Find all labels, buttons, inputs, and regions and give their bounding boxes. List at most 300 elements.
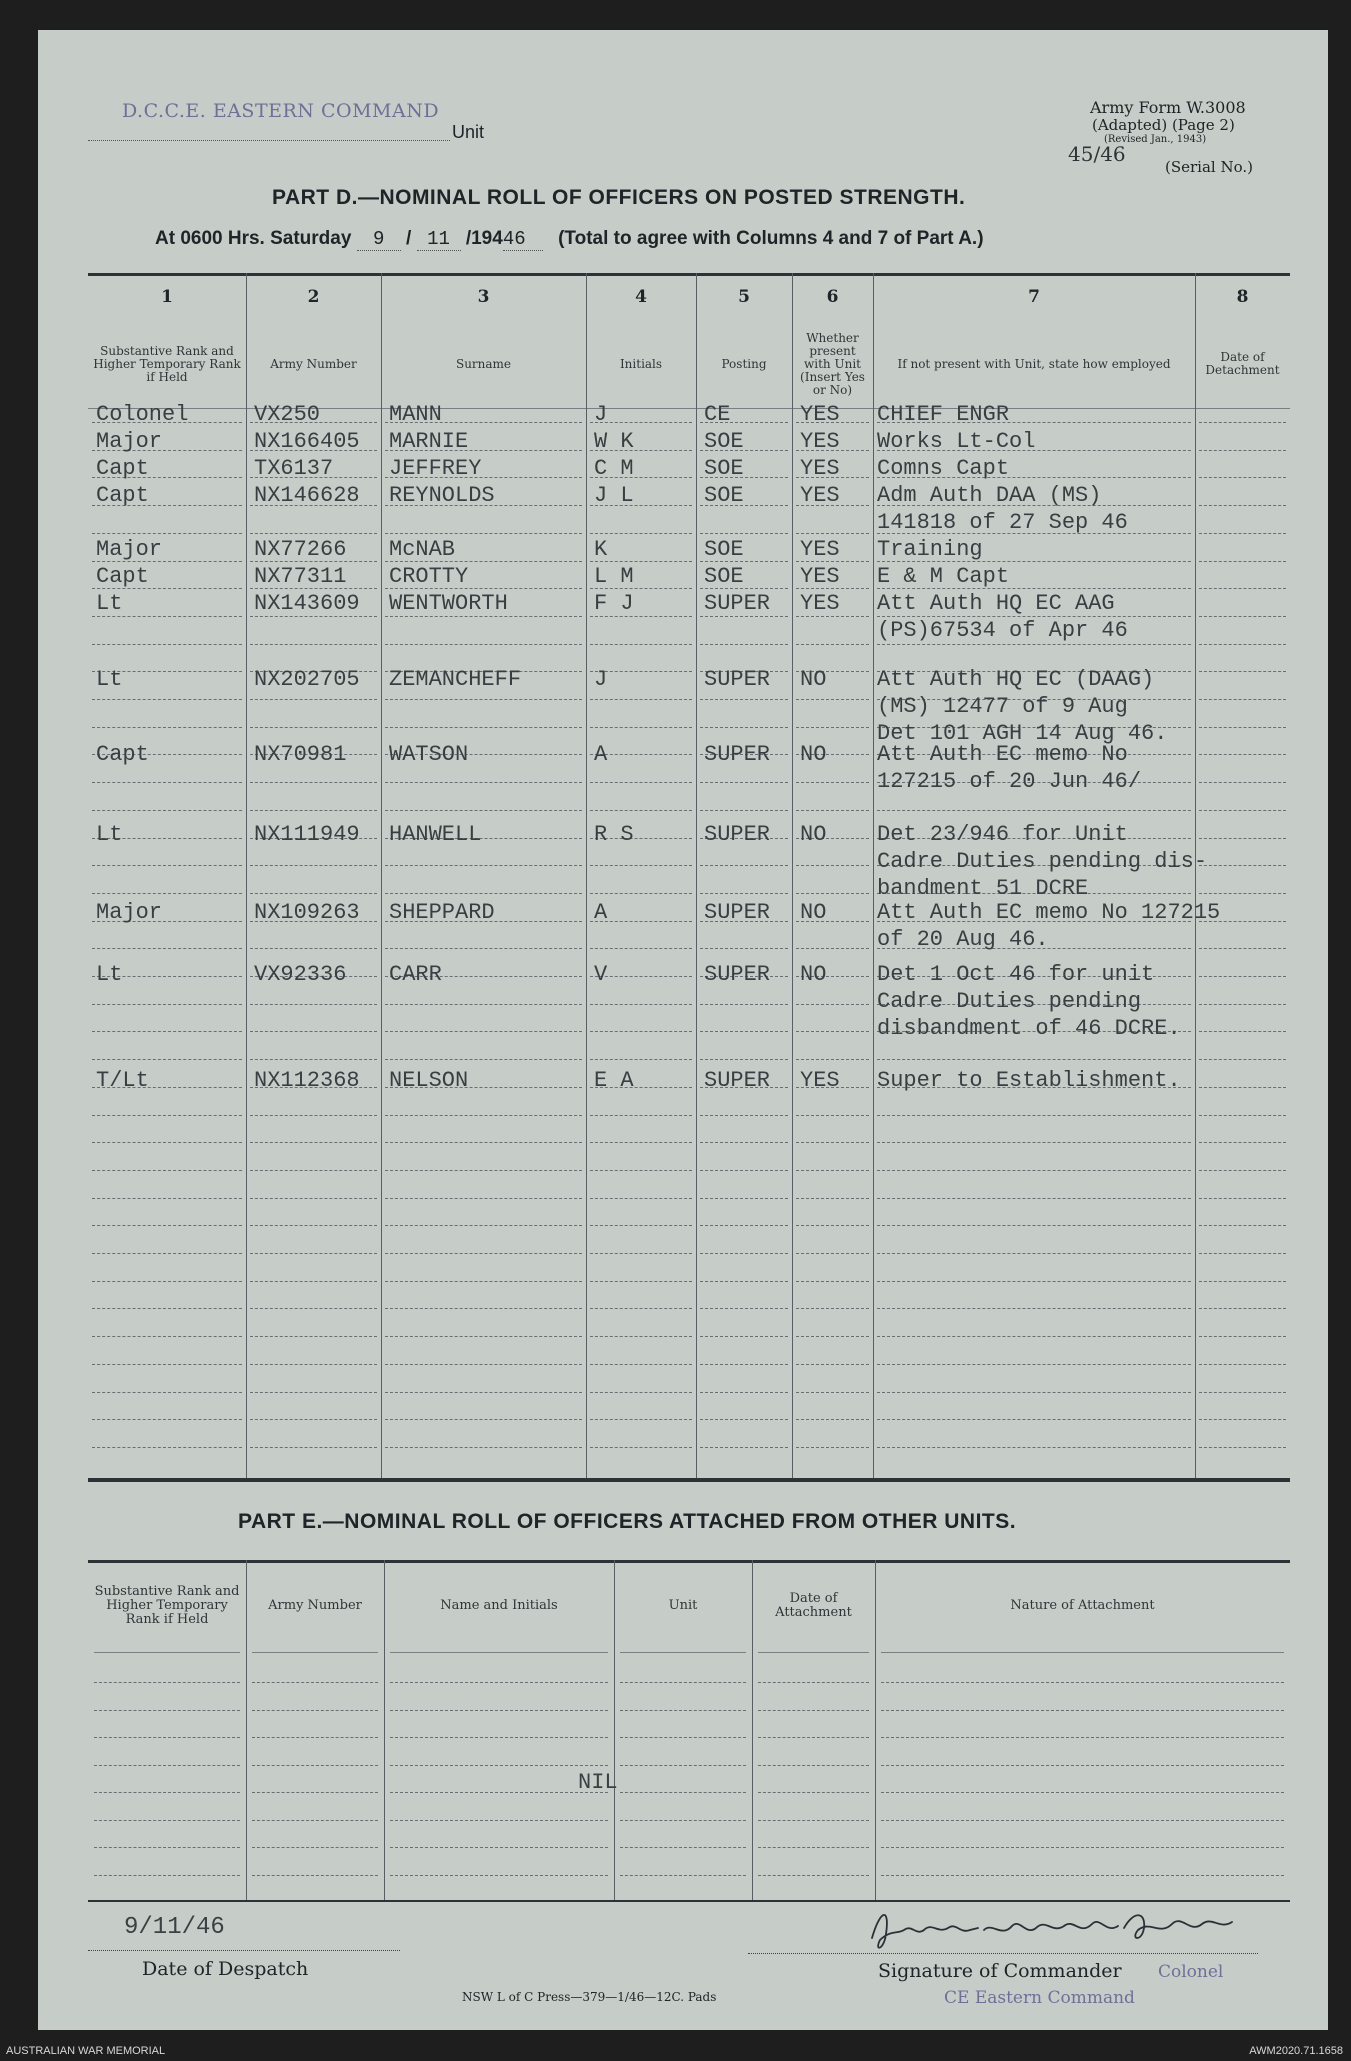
part-e-ruled-line [94, 1737, 240, 1738]
present-cell: YES [800, 429, 840, 454]
army-number-cell: NX146628 [254, 483, 360, 508]
employment-cell: Cadre Duties pending [877, 989, 1142, 1014]
part-d-ruled-line [250, 1281, 377, 1282]
part-d-ruled-line [1199, 1004, 1286, 1005]
surname-cell: JEFFREY [389, 456, 482, 481]
signature-line [748, 1953, 1258, 1954]
present-cell: YES [800, 1068, 840, 1093]
part-e-column-header: Army Number [268, 1598, 362, 1613]
part-d-ruled-line [250, 1419, 377, 1420]
part-e-ruled-line [94, 1710, 240, 1711]
part-d-ruled-line [1199, 1031, 1286, 1032]
part-d-ruled-line [877, 1115, 1191, 1116]
part-d-ruled-line [877, 1225, 1191, 1226]
part-d-ruled-line [796, 1059, 869, 1060]
part-d-ruled-line [590, 948, 692, 949]
part-d-ruled-line [1199, 644, 1286, 645]
employment-cell: (MS) 12477 of 9 Aug [877, 694, 1128, 719]
part-d-ruled-line [385, 865, 582, 866]
employment-cell: Att Auth EC memo No 127215 [877, 900, 1221, 925]
part-d-ruled-line [92, 893, 242, 894]
part-d-ruled-line [1199, 1364, 1286, 1365]
part-d-ruled-line [700, 1447, 788, 1448]
part-e-ruled-line [758, 1682, 869, 1683]
part-d-ruled-line [590, 1392, 692, 1393]
army-number-cell: VX92336 [254, 962, 347, 987]
part-d-ruled-line [385, 1225, 582, 1226]
part-d-ruled-line [796, 810, 869, 811]
posting-cell: SUPER [704, 667, 771, 692]
part-d-ruled-line [590, 782, 692, 783]
year-suffix: 46 [503, 228, 543, 251]
part-d-ruled-line [1199, 1087, 1286, 1088]
part-d-ruled-line [250, 1142, 377, 1143]
part-d-ruled-line [590, 727, 692, 728]
signature-label: Signature of Commander [878, 1960, 1122, 1982]
part-d-ruled-line [1199, 588, 1286, 589]
part-d-ruled-line [92, 1170, 242, 1171]
part-d-ruled-line [700, 1281, 788, 1282]
part-d-column-divider [792, 273, 793, 1478]
part-e-header-underline [758, 1652, 869, 1653]
part-d-ruled-line [250, 1225, 377, 1226]
part-d-ruled-line [1199, 671, 1286, 672]
part-d-ruled-line [92, 1447, 242, 1448]
part-e-ruled-line [94, 1682, 240, 1683]
part-d-column-divider [873, 273, 874, 1478]
rank-cell: T/Lt [96, 1068, 149, 1093]
part-d-ruled-line [700, 1336, 788, 1337]
part-e-top-rule [88, 1479, 1290, 1482]
part-d-ruled-line [385, 727, 582, 728]
part-d-ruled-line [250, 699, 377, 700]
part-d-column-header: Whether present with Unit (Insert Yes or No) [800, 330, 865, 397]
form-revised: (Revised Jan., 1943) [1104, 134, 1207, 145]
part-d-ruled-line [796, 727, 869, 728]
part-d-ruled-line [877, 1281, 1191, 1282]
part-d-ruled-line [1199, 1170, 1286, 1171]
part-d-ruled-line [385, 1447, 582, 1448]
serial-label: (Serial No.) [1165, 158, 1253, 176]
surname-cell: MARNIE [389, 429, 469, 454]
form-name: Army Form W.3008 [1090, 98, 1246, 117]
part-d-ruled-line [92, 1336, 242, 1337]
part-d-ruled-line [700, 1170, 788, 1171]
part-e-ruled-line [881, 1875, 1284, 1876]
initials-cell: R S [594, 822, 634, 847]
part-e-ruled-line [390, 1847, 608, 1848]
initials-cell: L M [594, 564, 634, 589]
part-d-ruled-line [250, 1392, 377, 1393]
part-d-ruled-line [796, 1419, 869, 1420]
posting-cell: SOE [704, 456, 744, 481]
part-e-ruled-line [252, 1710, 378, 1711]
employment-cell: Att Auth EC memo No [877, 742, 1128, 767]
part-d-ruled-line [250, 1447, 377, 1448]
part-d-ruled-line [92, 1031, 242, 1032]
part-d-top-rule [88, 273, 1290, 276]
part-d-ruled-line [1199, 865, 1286, 866]
part-d-ruled-line [92, 1225, 242, 1226]
part-d-ruled-line [877, 616, 1191, 617]
part-e-ruled-line [620, 1765, 746, 1766]
army-number-cell: NX112368 [254, 1068, 360, 1093]
rank-cell: Lt [96, 591, 123, 616]
employment-cell: 141818 of 27 Sep 46 [877, 510, 1128, 535]
employment-cell: Adm Auth DAA (MS) [877, 483, 1102, 508]
present-cell: NO [800, 962, 827, 987]
surname-cell: MANN [389, 402, 442, 427]
part-d-column-divider [381, 273, 382, 1478]
employment-cell: Att Auth HQ EC (DAAG) [877, 667, 1155, 692]
part-d-ruled-line [1199, 450, 1286, 451]
initials-cell: W K [594, 429, 634, 454]
part-d-ruled-line [590, 810, 692, 811]
part-d-ruled-line [92, 533, 242, 534]
employment-cell: Det 1 Oct 46 for unit [877, 962, 1155, 987]
part-d-ruled-line [1199, 1281, 1286, 1282]
rank-cell: Capt [96, 483, 149, 508]
part-d-ruled-line [250, 616, 377, 617]
part-d-ruled-line [250, 1059, 377, 1060]
part-e-ruled-line [390, 1737, 608, 1738]
part-d-ruled-line [385, 1031, 582, 1032]
part-d-ruled-line [700, 1308, 788, 1309]
part-d-ruled-line [250, 893, 377, 894]
part-d-column-number: 7 [1028, 287, 1040, 307]
part-d-column-number: 2 [307, 287, 320, 307]
part-d-ruled-line [590, 1253, 692, 1254]
despatch-label: Date of Despatch [142, 1958, 309, 1980]
part-e-ruled-line [758, 1875, 869, 1876]
posting-cell: SUPER [704, 962, 771, 987]
part-d-ruled-line [1199, 948, 1286, 949]
employment-cell: Training [877, 537, 983, 562]
rank-cell: Major [96, 537, 163, 562]
part-d-ruled-line [250, 1004, 377, 1005]
present-cell: NO [800, 900, 827, 925]
part-d-ruled-line [796, 1336, 869, 1337]
part-d-ruled-line [385, 1308, 582, 1309]
part-d-ruled-line [1199, 1225, 1286, 1226]
part-d-ruled-line [250, 1364, 377, 1365]
part-d-ruled-line [877, 1198, 1191, 1199]
part-d-ruled-line [877, 1170, 1191, 1171]
surname-cell: WATSON [389, 742, 469, 767]
part-e-top-rule [88, 1560, 1290, 1563]
part-d-ruled-line [590, 533, 692, 534]
part-d-ruled-line [250, 1198, 377, 1199]
part-e-ruled-line [94, 1792, 240, 1793]
part-e-header-underline [94, 1652, 240, 1653]
part-e-ruled-line [881, 1737, 1284, 1738]
part-d-ruled-line [250, 1115, 377, 1116]
part-d-ruled-line [385, 1364, 582, 1365]
part-d-ruled-line [700, 1004, 788, 1005]
part-d-ruled-line [700, 1253, 788, 1254]
part-d-ruled-line [700, 865, 788, 866]
part-d-ruled-line [590, 1170, 692, 1171]
part-d-ruled-line [700, 1364, 788, 1365]
part-e-ruled-line [881, 1710, 1284, 1711]
posting-cell: SUPER [704, 822, 771, 847]
part-d-ruled-line [250, 1253, 377, 1254]
part-d-ruled-line [877, 1392, 1191, 1393]
part-d-ruled-line [385, 699, 582, 700]
part-d-column-number: 1 [161, 287, 173, 307]
rank-cell: Capt [96, 742, 149, 767]
part-d-column-divider [246, 273, 247, 1478]
part-d-ruled-line [1199, 1198, 1286, 1199]
part-d-ruled-line [796, 1447, 869, 1448]
part-d-ruled-line [590, 699, 692, 700]
part-d-ruled-line [700, 1115, 788, 1116]
part-d-ruled-line [590, 616, 692, 617]
part-d-ruled-line [1199, 1308, 1286, 1309]
part-d-ruled-line [590, 1142, 692, 1143]
initials-cell: K [594, 537, 608, 562]
part-e-ruled-line [94, 1875, 240, 1876]
part-e-ruled-line [94, 1820, 240, 1821]
part-e-ruled-line [252, 1820, 378, 1821]
part-d-ruled-line [250, 948, 377, 949]
part-d-ruled-line [796, 948, 869, 949]
part-d-ruled-line [700, 1198, 788, 1199]
part-e-column-header: Substantive Rank and Higher Temporary Rank if Held [94, 1584, 240, 1627]
part-e-ruled-line [252, 1682, 378, 1683]
part-e-column-header: Name and Initials [440, 1598, 558, 1613]
part-e-ruled-line [390, 1820, 608, 1821]
part-d-ruled-line [877, 1142, 1191, 1143]
army-number-cell: NX77266 [254, 537, 347, 562]
present-cell: YES [800, 537, 840, 562]
part-d-ruled-line [700, 616, 788, 617]
part-d-ruled-line [92, 1419, 242, 1420]
part-e-ruled-line [620, 1682, 746, 1683]
part-d-ruled-line [700, 782, 788, 783]
part-e-column-header: Unit [668, 1598, 698, 1613]
part-e-ruled-line [252, 1792, 378, 1793]
part-e-column-divider [875, 1560, 876, 1900]
part-d-ruled-line [385, 1059, 582, 1060]
surname-cell: HANWELL [389, 822, 482, 847]
part-d-ruled-line [385, 644, 582, 645]
part-d-ruled-line [1199, 699, 1286, 700]
present-cell: NO [800, 822, 827, 847]
posting-cell: SOE [704, 483, 744, 508]
part-d-ruled-line [385, 616, 582, 617]
part-d-ruled-line [385, 1004, 582, 1005]
employment-cell: (PS)67534 of Apr 46 [877, 618, 1128, 643]
part-d-ruled-line [1199, 477, 1286, 478]
part-e-ruled-line [881, 1765, 1284, 1766]
army-number-cell: NX109263 [254, 900, 360, 925]
part-d-ruled-line [796, 1392, 869, 1393]
part-d-ruled-line [92, 782, 242, 783]
stamp-command: CE Eastern Command [944, 1988, 1135, 2008]
army-number-cell: NX166405 [254, 429, 360, 454]
part-d-column-header: Initials [619, 356, 663, 371]
part-d-column-number: 5 [738, 287, 750, 307]
part-d-ruled-line [796, 644, 869, 645]
part-d-ruled-line [1199, 1336, 1286, 1337]
part-d-ruled-line [796, 865, 869, 866]
surname-cell: ZEMANCHEFF [389, 667, 522, 692]
part-d-ruled-line [700, 893, 788, 894]
part-e-ruled-line [252, 1847, 378, 1848]
part-d-column-header: If not present with Unit, state how employed [897, 356, 1171, 371]
part-e-ruled-line [252, 1737, 378, 1738]
part-d-ruled-line [385, 1198, 582, 1199]
rank-cell: Capt [96, 456, 149, 481]
rank-cell: Major [96, 429, 163, 454]
employment-cell: Det 101 AGH 14 Aug 46. [877, 721, 1168, 746]
commander-signature [860, 1900, 1280, 1960]
part-e-ruled-line [758, 1847, 869, 1848]
employment-cell: disbandment of 46 DCRE. [877, 1016, 1181, 1041]
part-d-ruled-line [1199, 422, 1286, 423]
posting-cell: SOE [704, 429, 744, 454]
initials-cell: F J [594, 591, 634, 616]
part-d-ruled-line [385, 810, 582, 811]
army-number-cell: VX250 [254, 402, 321, 427]
posting-cell: CE [704, 402, 731, 427]
part-e-ruled-line [390, 1682, 608, 1683]
part-e-ruled-line [620, 1710, 746, 1711]
part-e-ruled-line [620, 1820, 746, 1821]
employment-cell: 127215 of 20 Jun 46/ [877, 769, 1142, 794]
part-d-ruled-line [385, 1392, 582, 1393]
part-d-ruled-line [1199, 1419, 1286, 1420]
part-d-ruled-line [92, 1115, 242, 1116]
part-d-ruled-line [796, 1253, 869, 1254]
army-number-cell: NX111949 [254, 822, 360, 847]
part-e-ruled-line [881, 1820, 1284, 1821]
initials-cell: V [594, 962, 608, 987]
part-e-title: PART E.—NOMINAL ROLL OF OFFICERS ATTACHED FROM OTHER UNITS. [238, 1510, 1017, 1533]
part-d-ruled-line [877, 810, 1191, 811]
part-d-ruled-line [796, 1281, 869, 1282]
posting-cell: SUPER [704, 1068, 771, 1093]
archive-footer-right: AWM2020.71.1658 [1249, 2045, 1343, 2057]
part-d-ruled-line [590, 1059, 692, 1060]
rank-cell: Lt [96, 962, 123, 987]
surname-cell: CROTTY [389, 564, 469, 589]
part-e-column-header: Nature of Attachment [1010, 1598, 1155, 1613]
part-d-ruled-line [92, 727, 242, 728]
present-cell: YES [800, 564, 840, 589]
part-d-ruled-line [92, 1004, 242, 1005]
part-d-ruled-line [385, 1253, 582, 1254]
initials-cell: A [594, 742, 608, 767]
part-d-ruled-line [1199, 893, 1286, 894]
employment-cell: Works Lt-Col [877, 429, 1036, 454]
part-d-ruled-line [796, 533, 869, 534]
part-d-ruled-line [385, 1281, 582, 1282]
part-d-ruled-line [796, 1170, 869, 1171]
part-d-column-divider [586, 273, 587, 1478]
initials-cell: J [594, 667, 608, 692]
part-d-ruled-line [877, 1336, 1191, 1337]
employment-cell: Att Auth HQ EC AAG [877, 591, 1115, 616]
part-d-ruled-line [92, 1142, 242, 1143]
part-d-ruled-line [590, 893, 692, 894]
part-d-ruled-line [92, 1308, 242, 1309]
part-e-ruled-line [620, 1847, 746, 1848]
part-d-column-number: 3 [477, 287, 490, 307]
part-d-ruled-line [590, 1308, 692, 1309]
total-note: (Total to agree with Columns 4 and 7 of Part A.) [558, 228, 984, 249]
part-d-ruled-line [92, 616, 242, 617]
part-d-ruled-line [1199, 1447, 1286, 1448]
part-e-ruled-line [758, 1765, 869, 1766]
part-d-ruled-line [590, 1225, 692, 1226]
part-e-ruled-line [881, 1847, 1284, 1848]
part-d-ruled-line [877, 1419, 1191, 1420]
part-e-header-underline [620, 1652, 746, 1653]
part-d-ruled-line [877, 1253, 1191, 1254]
part-d-ruled-line [92, 1364, 242, 1365]
part-d-ruled-line [250, 865, 377, 866]
employment-cell: Det 23/946 for Unit [877, 822, 1128, 847]
part-d-ruled-line [1199, 1142, 1286, 1143]
part-e-column-header: Date of Attachment [775, 1591, 852, 1620]
part-d-ruled-line [250, 644, 377, 645]
part-d-ruled-line [385, 533, 582, 534]
part-d-ruled-line [92, 1392, 242, 1393]
part-d-ruled-line [796, 893, 869, 894]
part-d-ruled-line [92, 1253, 242, 1254]
part-d-ruled-line [92, 1059, 242, 1060]
part-d-ruled-line [590, 1004, 692, 1005]
surname-cell: NELSON [389, 1068, 469, 1093]
surname-cell: WENTWORTH [389, 591, 508, 616]
employment-cell: Super to Establishment. [877, 1068, 1181, 1093]
present-cell: YES [800, 483, 840, 508]
part-e-ruled-line [252, 1875, 378, 1876]
part-d-ruled-line [796, 1225, 869, 1226]
part-d-ruled-line [250, 533, 377, 534]
part-d-column-header: Army Number [270, 356, 357, 371]
part-d-ruled-line [1199, 1392, 1286, 1393]
part-d-column-header: Posting [721, 356, 767, 371]
part-e-column-divider [614, 1560, 615, 1900]
part-d-ruled-line [796, 1198, 869, 1199]
employment-cell: bandment 51 DCRE [877, 876, 1089, 901]
part-d-ruled-line [700, 948, 788, 949]
part-d-ruled-line [590, 644, 692, 645]
archive-footer [0, 2040, 1351, 2061]
present-cell: YES [800, 402, 840, 427]
part-d-ruled-line [92, 1198, 242, 1199]
present-cell: NO [800, 667, 827, 692]
unit-label: Unit [452, 122, 485, 142]
part-d-ruled-line [1199, 561, 1286, 562]
employment-cell: CHIEF ENGR [877, 402, 1010, 427]
part-d-ruled-line [700, 1059, 788, 1060]
part-e-ruled-line [94, 1765, 240, 1766]
part-d-column-header: Surname [455, 356, 512, 371]
year-prefix: 194 [471, 228, 503, 249]
surname-cell: McNAB [389, 537, 456, 562]
army-number-cell: NX143609 [254, 591, 360, 616]
employment-cell: Comns Capt [877, 456, 1010, 481]
part-d-ruled-line [796, 699, 869, 700]
part-d-ruled-line [590, 865, 692, 866]
part-d-ruled-line [877, 1308, 1191, 1309]
part-d-ruled-line [385, 1142, 582, 1143]
unit-line [88, 140, 450, 141]
